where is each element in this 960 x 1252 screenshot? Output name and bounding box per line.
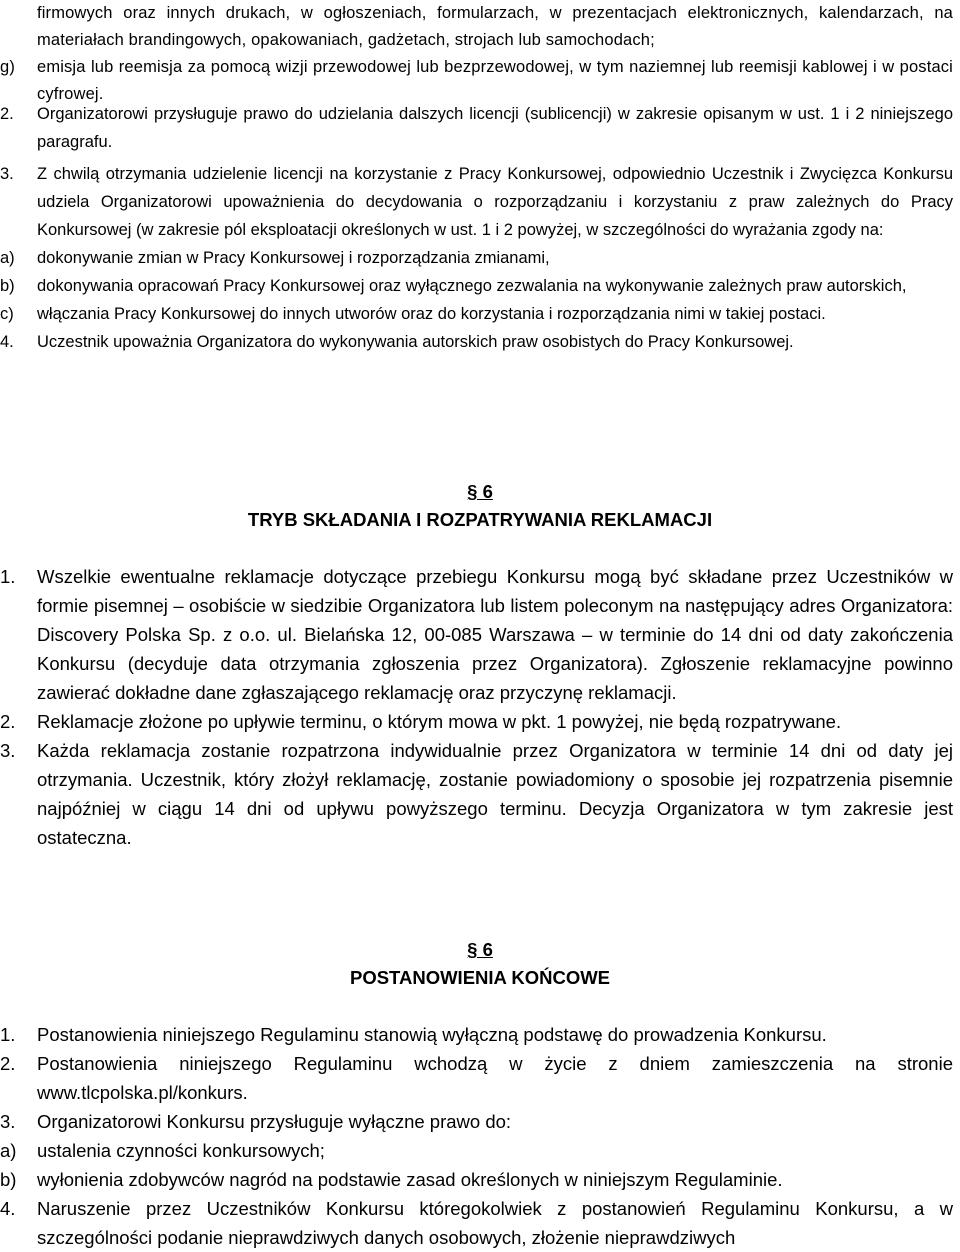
list-text-2: Reklamacje złożone po upływie terminu, o którym mowa w pkt. 1 powyżej, nie będą rozpatrywane. [37,711,842,732]
section-symbol [0,936,960,964]
section-title [0,506,960,534]
sub-text-c: włączania Pracy Konkursowej do innych utworów oraz do korzystania i rozporządzania nimi w takiej postaci. [37,305,826,323]
list-item-3 [0,160,953,244]
list-text-g: emisja lub reemisja za pomocą wizji przewodowej lub bezprzewodowej, w tym naziemnej lub reemisji kablowej i w postaci cyfrowej. [37,58,953,103]
list-item-4 [0,328,953,356]
list-item-3 [0,736,953,852]
section-title-text: POSTANOWIENIA KOŃCOWE [349,967,611,988]
list-number-3: 3. [0,165,14,183]
sub-label-a: a) [0,1140,17,1161]
sub-item-a [0,1136,953,1165]
sub-text-a: dokonywanie zmian w Pracy Konkursowej i rozporządzania zmianami, [37,249,550,267]
sub-text-a: ustalenia czynności konkursowych; [37,1140,325,1161]
top-section [0,0,953,108]
list-number-4: 4. [0,333,14,351]
sub-item-a [0,244,953,272]
sub-item-c [0,300,953,328]
list-item-4 [0,1194,953,1252]
sub-label-b: b) [0,1169,17,1190]
section-symbol [0,478,960,506]
list-number-2: 2. [0,1053,16,1074]
sub-label-c: c) [0,305,14,323]
section-symbol-text: § 6 [467,939,493,960]
list-text-3: Organizatorowi Konkursu przysługuje wyłączne prawo do: [37,1111,512,1132]
section-title [0,964,960,992]
list-item-1 [0,1020,953,1049]
list-text-1: Wszelkie ewentualne reklamacje dotyczące przebiegu Konkursu mogą być składane przez Uczestników w formie pisemnej – osobiście w siedzibie Organizatora lub listem poleconym na następujący adres Organizatora: Discovery Polska Sp. z o.o. ul. Bielańska 12, 00-085 Warszawa – w terminie do 14 dni od daty zakończenia Konkursu (decyduje data otrzymania zgłoszenia przez Organizatora). Zgłoszenie reklamacyjne powinno zawierać dokładne dane zgłaszającego reklamację oraz przyczynę reklamacji. [37,566,953,703]
list-number-1: 1. [0,566,16,587]
list-number-1: 1. [0,1024,16,1045]
list-text-3: Z chwilą otrzymania udzielenie licencji na korzystanie z Pracy Konkursowej, odpowiednio Uczestnik i Zwycięzca Konkursu udziela Organizatorowi upoważnienia do decydowania o rozporządzaniu i korzystaniu z praw zależnych do Pracy Konkursowej (w zakresie pól eksploatacji określonych w ust. 1 i 2 powyżej, w szczególności do wyrażania zgody na: [37,165,953,239]
sub-label-a: a) [0,249,15,267]
section-symbol-text: § 6 [467,481,493,502]
list-number-3: 3. [0,1111,16,1132]
list-text-3: Każda reklamacja zostanie rozpatrzona indywidualnie przez Organizatora w terminie 14 dni od daty jej otrzymania. Uczestnik, który złożył reklamację, zostanie powiadomiony o sposobie jej rozpatrzenia pisemnie najpóźniej w ciągu 14 dni od upływu powyższego terminu. Decyzja Organizatora w tym zakresie jest ostateczna. [37,740,953,848]
list-text-4: Naruszenie przez Uczestników Konkursu któregokolwiek z postanowień Regulaminu Konkursu, a w szczególności podanie nieprawdziwych danych osobowych, złożenie nieprawdziwych [37,1198,953,1248]
list-label-g: g) [0,58,15,76]
list-item-2 [0,707,953,736]
list-item-3 [0,1107,953,1136]
list-text-1: Postanowienia niniejszego Regulaminu stanowią wyłączną podstawę do prowadzenia Konkursu. [37,1024,827,1045]
sub-text-b: dokonywania opracowań Pracy Konkursowej oraz wyłącznego zezwalania na wykonywanie zależnych praw autorskich, [37,277,907,295]
continued-paragraph: firmowych oraz innych drukach, w ogłoszeniach, formularzach, w prezentacjach elektronicznych, kalendarzach, na materiałach brandingowych, opakowaniach, gadżetach, strojach lub samochodach; [37,4,953,49]
list-text-2: Organizatorowi przysługuje prawo do udzielania dalszych licencji (sublicencji) w zakresie opisanym w ust. 1 i 2 niniejszego paragrafu. [37,105,953,151]
list-text-2: Postanowienia niniejszego Regulaminu wchodzą w życie z dniem zamieszczenia na stronie www.tlcpolska.pl/konkurs. [37,1053,953,1103]
list-number-3: 3. [0,740,16,761]
section-6a-body [0,562,953,852]
list-number-2: 2. [0,105,14,123]
top-items [0,100,953,356]
sub-item-b [0,272,953,300]
list-number-2: 2. [0,711,16,732]
list-item-1 [0,562,953,707]
sub-item-b [0,1165,953,1194]
list-item-2 [0,1049,953,1107]
list-text-4: Uczestnik upoważnia Organizatora do wykonywania autorskich praw osobistych do Pracy Konkursowej. [37,333,794,351]
section-title-text: TRYB SKŁADANIA I ROZPATRYWANIA REKLAMACJI [247,509,713,530]
section-6b-body [0,1020,953,1252]
list-item-2 [0,100,953,156]
sub-text-b: wyłonienia zdobywców nagród na podstawie zasad określonych w niniejszym Regulaminie. [37,1169,783,1190]
sub-label-b: b) [0,277,15,295]
list-number-4: 4. [0,1198,16,1219]
